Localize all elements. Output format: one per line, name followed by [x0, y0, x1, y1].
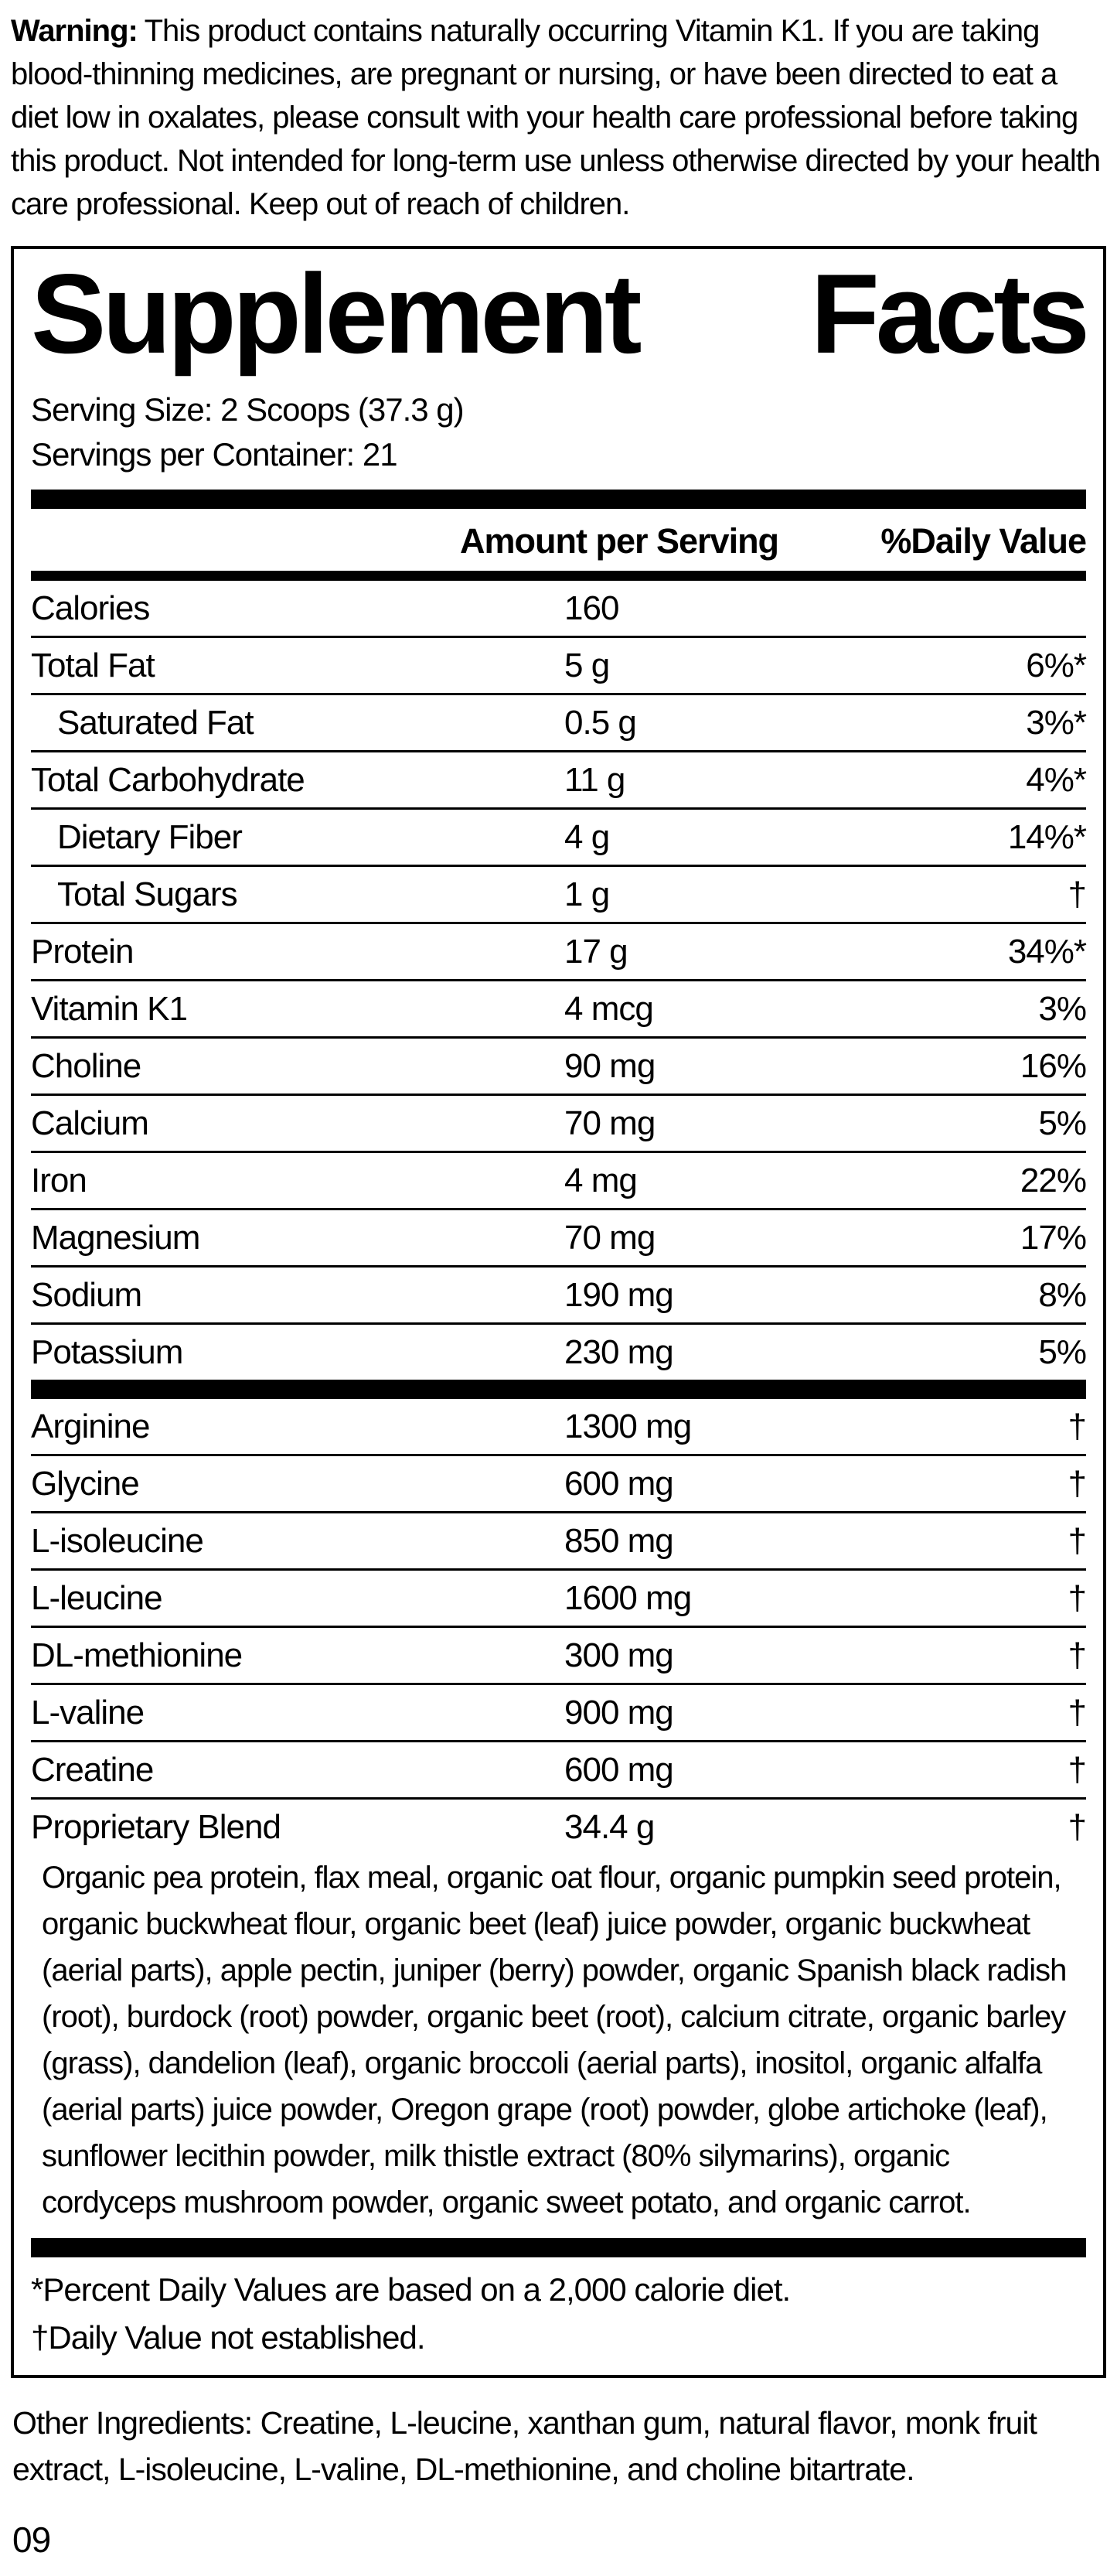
- footnote-percent-daily-values: *Percent Daily Values are based on a 2,000 calorie diet.: [31, 2271, 791, 2308]
- nutrient-amount: 0.5 g: [564, 703, 636, 742]
- nutrient-row: [31, 1039, 1086, 1096]
- nutrient-dv: 4%*: [1026, 760, 1086, 799]
- nutrient-name: Proprietary Blend: [31, 1807, 281, 1846]
- warning-body: This product contains naturally occurring Vitamin K1. If you are taking blood-thinning medicines, are pregnant or nursing, or have been directed to eat a diet low in oxalates, please consult with your health care professional before taking this product. Not intended for long-term use unless otherwise directed by your health care professional. Keep out of reach of children.: [11, 14, 1101, 221]
- proprietary-blend-description: Organic pea protein, flax meal, organic oat flour, organic pumpkin seed protein, organic buckwheat flour, organic beet (leaf) juice powder, organic buckwheat (aerial parts), apple pectin, juniper (berry) powder, organic Spanish black radish (root), burdock (root) powder, organic beet (root), calcium citrate, organic barley (grass), dandelion (leaf), organic broccoli (aerial parts), inositol, organic alfalfa (aerial parts) juice powder, Oregon grape (root) powder, globe artichoke (leaf), sunflower lecithin powder, milk thistle extract (80% silymarins), organic cordyceps mushroom powder, organic sweet potato, and organic carrot.: [42, 1860, 1067, 2219]
- servings-per-container: Servings per Container: 21: [31, 435, 397, 473]
- nutrient-dv: 3%*: [1026, 703, 1086, 742]
- nutrient-name: Total Sugars: [57, 875, 237, 913]
- nutrient-dv: 34%*: [1007, 932, 1086, 971]
- warning-text: [11, 9, 1106, 226]
- nutrient-amount: 600 mg: [564, 1750, 673, 1789]
- separator-bar-middle: [31, 1380, 1086, 1399]
- nutrient-dv: 22%: [1020, 1161, 1086, 1199]
- nutrient-row: [31, 581, 1086, 638]
- nutrient-name: Creatine: [31, 1750, 154, 1789]
- nutrient-amount: 190 mg: [564, 1275, 673, 1314]
- nutrient-dv: 6%*: [1026, 646, 1086, 684]
- nutrient-amount: 230 mg: [564, 1332, 673, 1371]
- nutrient-amount: 70 mg: [564, 1104, 656, 1142]
- separator-bar-header: [31, 571, 1086, 581]
- nutrient-row: [31, 1399, 1086, 1456]
- column-header-daily-value: %Daily Value: [880, 520, 1086, 561]
- nutrient-name: Sodium: [31, 1275, 142, 1314]
- nutrient-amount: 4 g: [564, 817, 610, 856]
- nutrient-name: Total Carbohydrate: [31, 760, 305, 799]
- nutrient-dv: †: [1068, 1464, 1086, 1503]
- nutrient-dv: 14%*: [1007, 817, 1086, 856]
- nutrient-name: Potassium: [31, 1332, 183, 1371]
- nutrient-row: [31, 695, 1086, 752]
- nutrient-name: Magnesium: [31, 1218, 200, 1257]
- nutrient-dv: †: [1068, 1807, 1086, 1846]
- title-word-facts: Facts: [810, 251, 1086, 377]
- supplement-facts-title: [31, 251, 1086, 377]
- nutrient-amount: 11 g: [564, 760, 625, 799]
- nutrient-row: [31, 1742, 1086, 1800]
- warning-label: Warning:: [11, 14, 138, 48]
- nutrient-row: [31, 1153, 1086, 1210]
- separator-bar-bottom: [31, 2238, 1086, 2257]
- column-header-amount: Amount per Serving: [460, 520, 779, 561]
- nutrient-row: [31, 1571, 1086, 1628]
- nutrient-dv: 8%: [1038, 1275, 1086, 1314]
- supplement-facts-panel: [11, 246, 1106, 2378]
- nutrient-dv: 5%: [1038, 1332, 1086, 1371]
- nutrient-dv: †: [1068, 1636, 1086, 1674]
- nutrient-name: L-valine: [31, 1693, 145, 1732]
- nutrient-dv: 17%: [1020, 1218, 1086, 1257]
- nutrient-name: Dietary Fiber: [57, 817, 242, 856]
- nutrient-name: Calcium: [31, 1104, 148, 1142]
- separator-bar-top: [31, 490, 1086, 509]
- nutrient-name: Total Fat: [31, 646, 155, 684]
- nutrient-amount: 1300 mg: [564, 1407, 692, 1445]
- title-word-supplement: Supplement: [31, 251, 639, 377]
- nutrient-dv: 3%: [1038, 989, 1086, 1028]
- nutrient-amount: 160: [564, 589, 619, 627]
- nutrient-amount: 5 g: [564, 646, 610, 684]
- nutrient-row: [31, 1268, 1086, 1325]
- nutrient-row: [31, 1513, 1086, 1571]
- nutrient-row: [31, 981, 1086, 1039]
- footnote-daily-value-not-established: †Daily Value not established.: [31, 2318, 425, 2356]
- nutrient-amount: 1600 mg: [564, 1578, 692, 1617]
- nutrient-amount: 300 mg: [564, 1636, 673, 1674]
- nutrient-name: Calories: [31, 589, 150, 627]
- nutrient-row: [31, 1685, 1086, 1742]
- nutrient-row: [31, 1210, 1086, 1268]
- nutrient-row: [31, 1628, 1086, 1685]
- nutrient-amount: 4 mcg: [564, 989, 653, 1028]
- nutrient-name: Arginine: [31, 1407, 150, 1445]
- nutrient-name: Iron: [31, 1161, 87, 1199]
- nutrient-amount: 17 g: [564, 932, 628, 971]
- nutrient-name: Glycine: [31, 1464, 139, 1503]
- nutrient-amount: 850 mg: [564, 1521, 673, 1560]
- other-ingredients: Other Ingredients: Creatine, L-leucine, xanthan gum, natural flavor, monk fruit extract, L-isoleucine, L-valine, DL-methionine, and choline bitartrate.: [12, 2404, 1037, 2487]
- nutrient-row: [31, 810, 1086, 867]
- nutrient-row: [31, 1800, 1086, 1854]
- nutrient-table-amino: [31, 1399, 1086, 1854]
- nutrient-name: Vitamin K1: [31, 989, 187, 1028]
- nutrient-name: Saturated Fat: [57, 703, 254, 742]
- page-code: 09: [12, 2519, 51, 2560]
- nutrient-row: [31, 924, 1086, 981]
- nutrient-dv: 16%: [1020, 1046, 1086, 1085]
- nutrient-row: [31, 1325, 1086, 1380]
- nutrient-dv: †: [1068, 1521, 1086, 1560]
- nutrient-row: [31, 638, 1086, 695]
- nutrient-amount: 90 mg: [564, 1046, 656, 1085]
- nutrient-name: L-isoleucine: [31, 1521, 203, 1560]
- column-header-row: [31, 509, 1086, 571]
- nutrient-name: Choline: [31, 1046, 141, 1085]
- nutrient-amount: 900 mg: [564, 1693, 673, 1732]
- nutrient-amount: 4 mg: [564, 1161, 637, 1199]
- nutrient-amount: 600 mg: [564, 1464, 673, 1503]
- nutrient-name: L-leucine: [31, 1578, 162, 1617]
- nutrient-dv: †: [1068, 875, 1086, 913]
- nutrient-name: DL-methionine: [31, 1636, 243, 1674]
- nutrient-dv: †: [1068, 1578, 1086, 1617]
- nutrient-row: [31, 1456, 1086, 1513]
- nutrient-amount: 1 g: [564, 875, 610, 913]
- nutrient-amount: 34.4 g: [564, 1807, 655, 1846]
- nutrient-dv: †: [1068, 1750, 1086, 1789]
- nutrient-dv: 5%: [1038, 1104, 1086, 1142]
- nutrient-dv: †: [1068, 1693, 1086, 1732]
- nutrient-name: Protein: [31, 932, 134, 971]
- nutrient-table-main: [31, 581, 1086, 1380]
- nutrient-row: [31, 752, 1086, 810]
- nutrient-row: [31, 867, 1086, 924]
- nutrient-dv: †: [1068, 1407, 1086, 1445]
- nutrient-amount: 70 mg: [564, 1218, 656, 1257]
- serving-size: Serving Size: 2 Scoops (37.3 g): [31, 391, 464, 428]
- nutrient-row: [31, 1096, 1086, 1153]
